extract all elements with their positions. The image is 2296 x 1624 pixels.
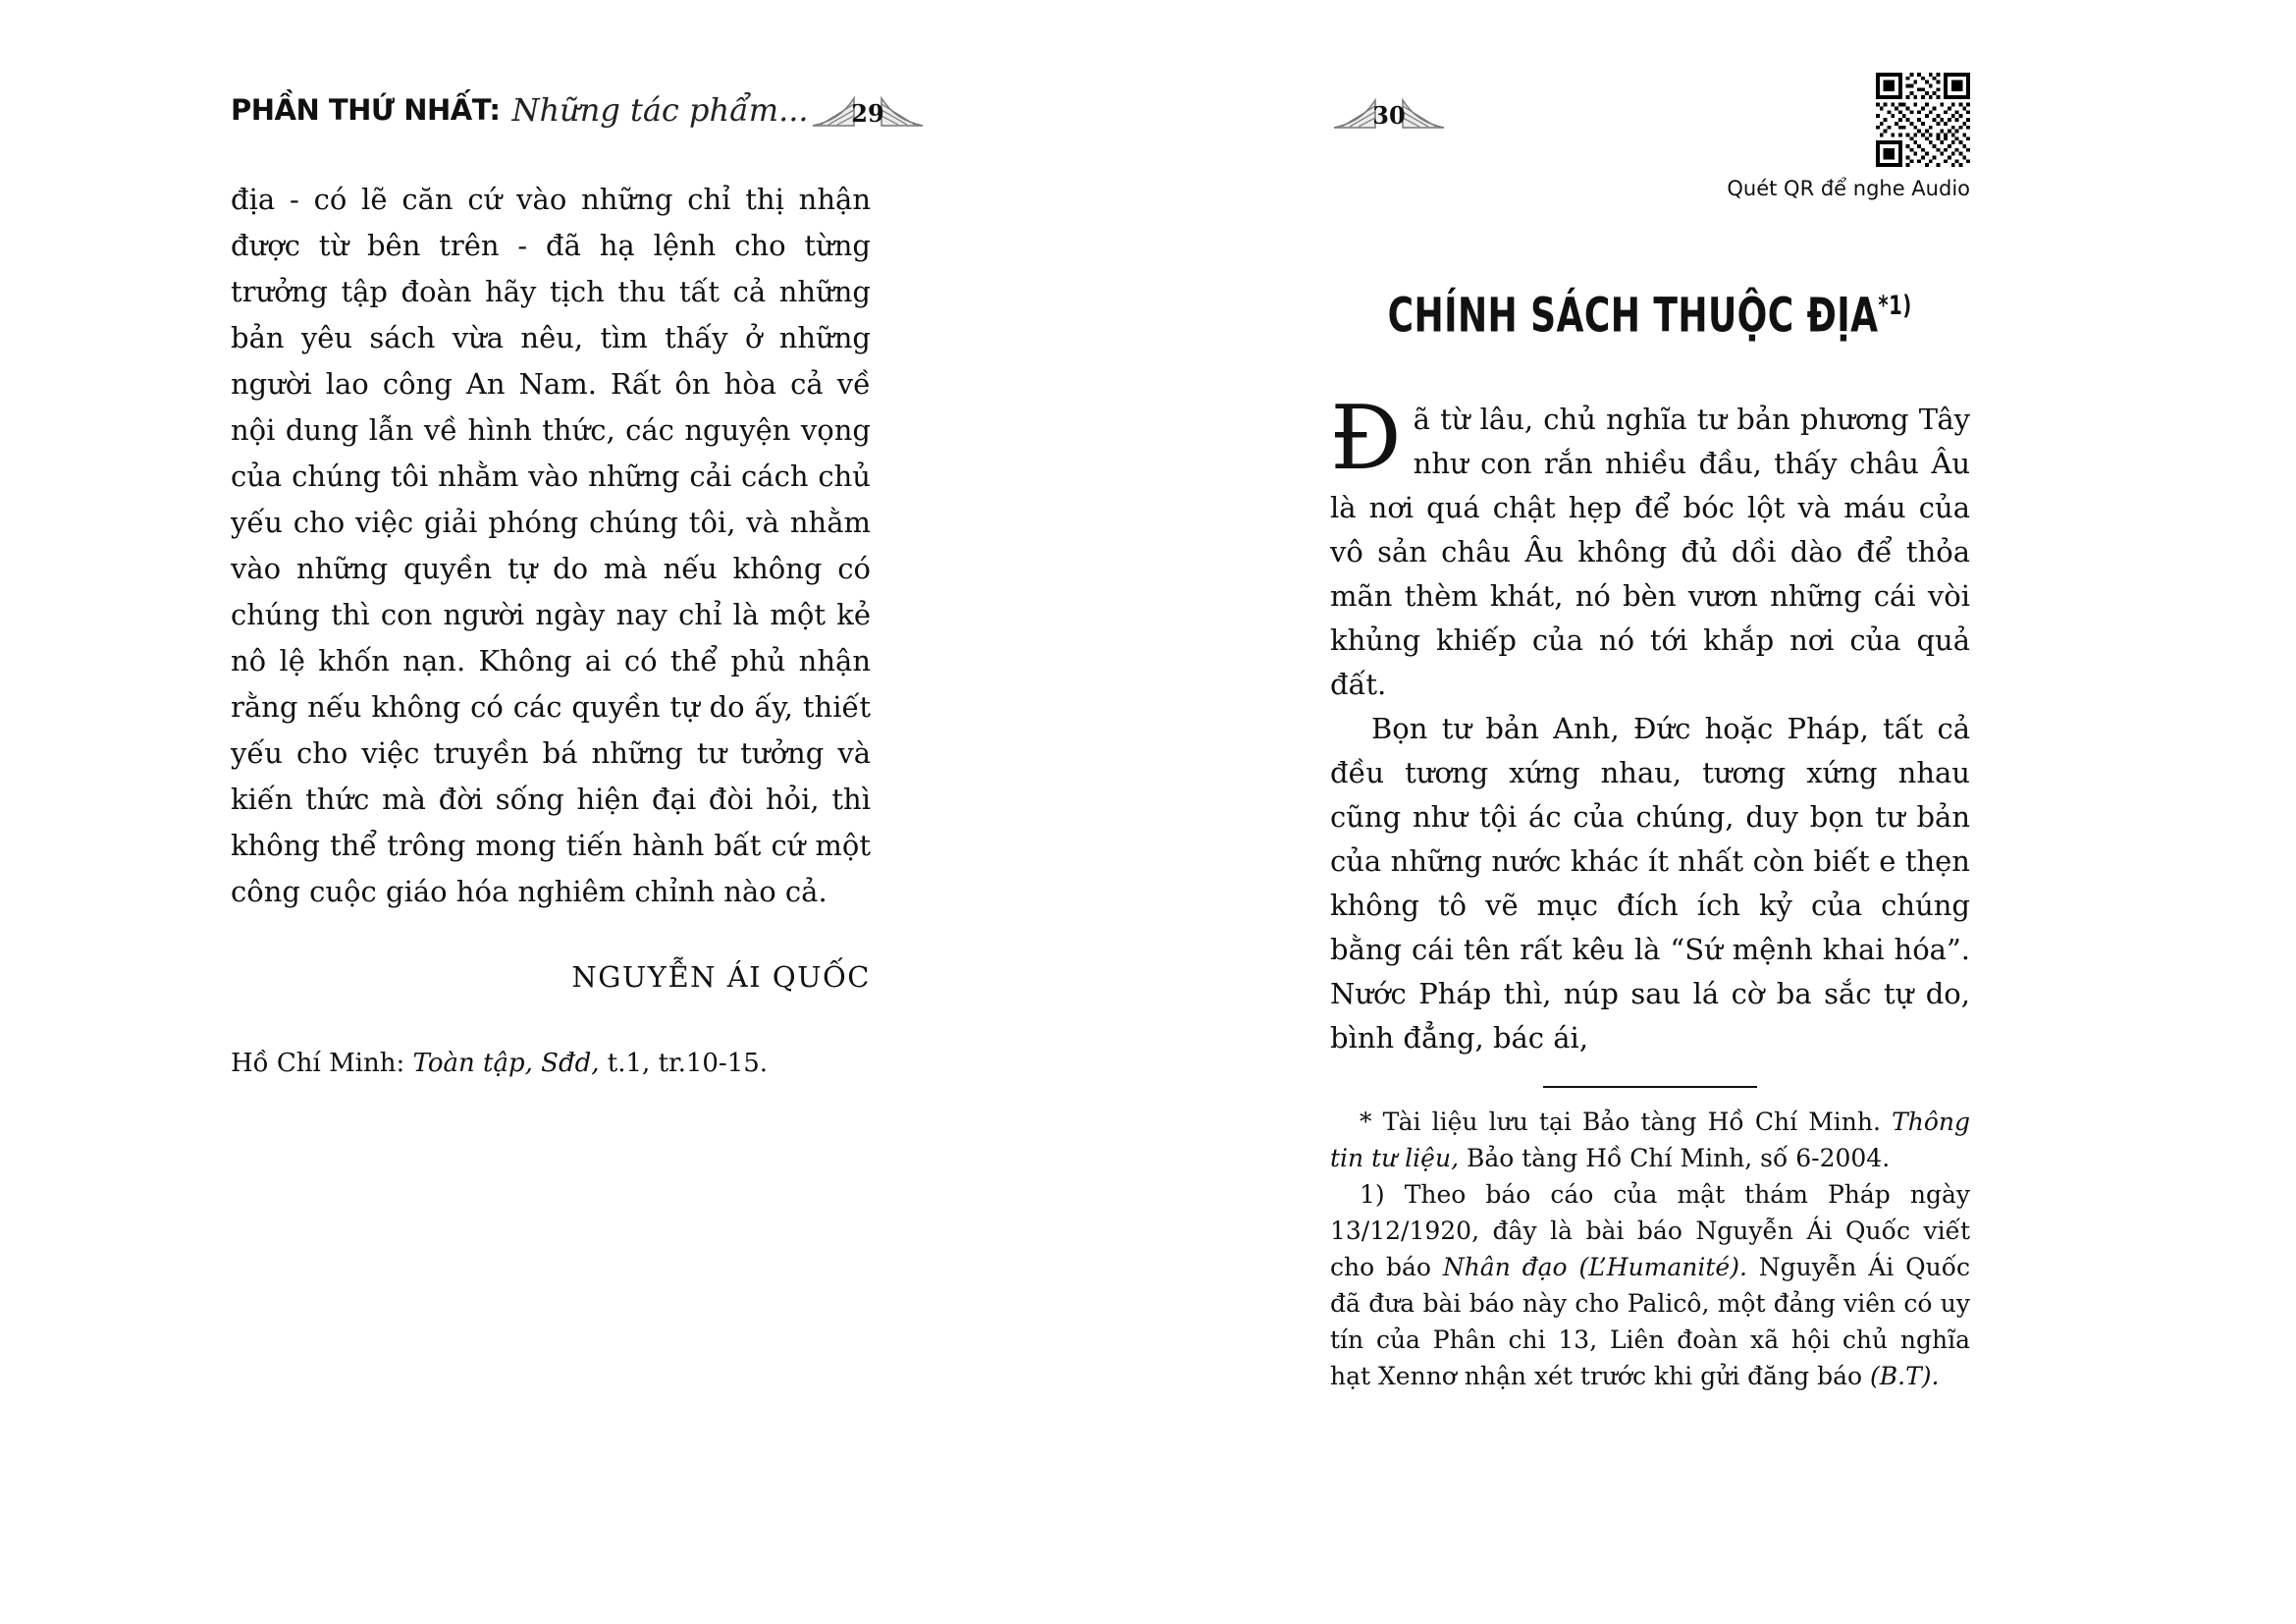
author-signature: NGUYỄN ÁI QUỐC [571, 960, 871, 994]
footnote-rule [1543, 1086, 1757, 1088]
page-ornament-left [809, 84, 927, 135]
citation-prefix: Hồ Chí Minh: [231, 1049, 413, 1078]
left-body [231, 177, 871, 915]
source-citation [231, 1049, 871, 1078]
title-footnote-marker: *1) [1878, 291, 1912, 321]
right-body [1330, 387, 1970, 1060]
title-main: CHÍNH SÁCH THUỘC ĐỊA [1388, 288, 1879, 344]
footnote-1-italic-2: (B.T). [1870, 1362, 1940, 1390]
left-page [231, 84, 884, 1078]
footnote-1 [1330, 1176, 1970, 1394]
footnotes [1330, 1104, 1970, 1394]
article-title [1330, 288, 1970, 344]
part-label: PHẦN THỨ NHẤT: [231, 93, 501, 127]
right-page [1330, 73, 1970, 1394]
article-title-text [1388, 288, 1912, 343]
page-number-left: 29 [850, 99, 884, 128]
footnote-1-italic-1: Nhân đạo (L’Humanité). [1442, 1253, 1747, 1281]
footnote-star-text: * Tài liệu lưu tại Bảo tàng Hồ Chí Minh. [1360, 1108, 1893, 1136]
page-number-right: 30 [1372, 101, 1406, 130]
footnote-1-text-2: Nguyễn Ái Quốc đã đưa bài báo này cho Palicô, một đảng viên có uy tín của Phân chi 13, Liên đoàn xã hội chủ nghĩa hạt Xennơ nhận xét trước khi gửi đăng báo [1330, 1253, 1970, 1390]
left-body-paragraph: địa - có lẽ căn cứ vào những chỉ thị nhận được từ bên trên - đã hạ lệnh cho từng trưởng tập đoàn hãy tịch thu tất cả những bản yêu sách vừa nêu, tìm thấy ở những người lao công An Nam. Rất ôn hòa cả về nội dung lẫn về hình thức, các nguyện vọng của chúng tôi nhằm vào những cải cách chủ yếu cho việc giải phóng chúng tôi, và nhằm vào những quyền tự do mà nếu không có chúng thì con người ngày nay chỉ là một kẻ nô lệ khốn nạn. Không ai có thể phủ nhận rằng nếu không có các quyền tự do ấy, thiết yếu cho việc truyền bá những tư tưởng và kiến thức mà đời sống hiện đại đòi hỏi, thì không thể trông mong tiến hành bất cứ một công cuộc giáo hóa nghiêm chỉnh nào cả. [231, 183, 871, 908]
page-ornament-right [1330, 86, 1448, 137]
footnote-1-text: 1) Theo báo cáo của mật thám Pháp ngày 13/12/1920, đây là bài báo Nguyễn Ái Quốc viết cho báo [1330, 1180, 1970, 1281]
qr-code [1876, 73, 1970, 167]
left-page-header [231, 84, 884, 135]
right-body-paragraph-2: Bọn tư bản Anh, Đức hoặc Pháp, tất cả đều tương xứng nhau, tương xứng nhau cũng như tội ác của chúng, duy bọn tư bản của những nước khác ít nhất còn biết e thẹn không tô vẽ mục đích ích kỷ của chúng bằng cái tên rất kêu là “Sứ mệnh khai hóa”. Nước Pháp thì, núp sau lá cờ ba sắc tự do, bình đẳng, bác ái, [1330, 712, 1970, 1055]
right-body-paragraph-1 [1330, 387, 1970, 707]
qr-block [1727, 73, 1970, 200]
footnote-star [1330, 1104, 1970, 1176]
paragraph-1-text: ã từ lâu, chủ nghĩa tư bản phương Tây như con rắn nhiều đầu, thấy châu Âu là nơi quá chật hẹp để bóc lột và máu của vô sản châu Âu không đủ dồi dào để thỏa mãn thèm khát, nó bèn vươn những cái vòi khủng khiếp của nó tới khắp nơi của quả đất. [1330, 403, 1970, 701]
citation-work: Toàn tập, Sđd, [412, 1049, 600, 1078]
right-page-header [1330, 73, 1970, 200]
qr-caption: Quét QR để nghe Audio [1727, 177, 1970, 200]
footnote-star-italic: Thông tin tư liệu, [1330, 1108, 1970, 1172]
part-title: Những tác phẩm... [511, 91, 809, 129]
footnote-star-suffix: Bảo tàng Hồ Chí Minh, số 6-2004. [1459, 1144, 1891, 1172]
citation-detail: t.1, tr.10-15. [599, 1049, 769, 1078]
dropcap: Đ [1330, 387, 1402, 490]
